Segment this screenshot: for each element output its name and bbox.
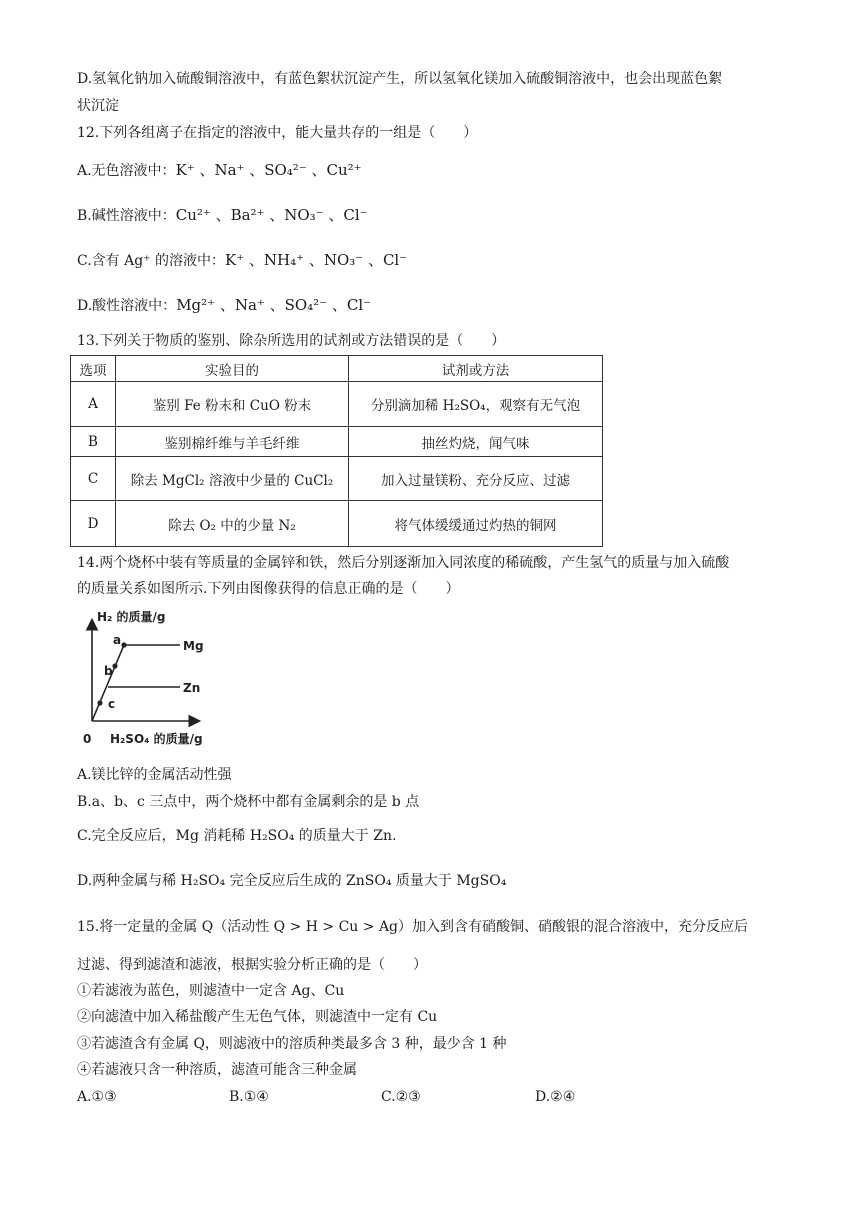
table-cell-option: A	[71, 382, 116, 427]
y-axis-label: H₂ 的质量/g	[97, 610, 166, 624]
point-b-marker	[112, 663, 117, 668]
q11-option-d-line1: D.氢氧化钠加入硫酸铜溶液中，有蓝色絮状沉淀产生，所以氢氧化镁加入硫酸铜溶液中，也会出现蓝色絮	[77, 71, 723, 87]
q15-option-b: B.①④	[229, 1089, 269, 1105]
point-a-label: a	[113, 633, 122, 647]
table-header-method: 试剂或方法	[349, 356, 603, 382]
table-cell-method: 分别滴加稀 H₂SO₄，观察有无气泡	[349, 382, 603, 427]
point-b-label: b	[104, 664, 113, 678]
q14-option-b: B.a、b、c 三点中，两个烧杯中都有金属剩余的是 b 点	[77, 794, 420, 810]
table-cell-purpose: 鉴别 Fe 粉末和 CuO 粉末	[116, 382, 349, 427]
q14-stem-line2: 的质量关系如图所示.下列由图像获得的信息正确的是（ ）	[77, 581, 460, 597]
point-c-label: c	[108, 697, 116, 711]
table-row	[71, 382, 603, 427]
q14-option-d: D.两种金属与稀 H₂SO₄ 完全反应后生成的 ZnSO₄ 质量大于 MgSO₄	[77, 873, 507, 889]
q15-statement-2: ②向滤渣中加入稀盐酸产生无色气体，则滤渣中一定有 Cu	[77, 1009, 438, 1025]
origin-label: 0	[83, 732, 92, 746]
table-header-option: 选项	[71, 356, 116, 382]
table-row	[71, 457, 603, 501]
q13-table	[70, 355, 603, 547]
q15-option-c: C.②③	[381, 1089, 421, 1105]
q14-figure	[80, 603, 240, 753]
series-zn-label: Zn	[183, 681, 201, 695]
q12-option-b-ions: Cu²⁺ 、Ba²⁺ 、NO₃⁻ 、Cl⁻	[175, 206, 368, 224]
table-cell-option: C	[71, 457, 116, 501]
table-cell-purpose: 鉴别棉纤维与羊毛纤维	[116, 427, 349, 457]
q14-option-a: A.镁比锌的金属活动性强	[77, 767, 232, 783]
q12-option-c-ions: K⁺ 、NH₄⁺ 、NO₃⁻ 、Cl⁻	[225, 251, 408, 269]
q12-option-a-ions: K⁺ 、Na⁺ 、SO₄²⁻ 、Cu²⁺	[175, 161, 362, 179]
q15-statement-1: ①若滤液为蓝色，则滤渣中一定含 Ag、Cu	[77, 983, 345, 999]
q12-option-d-prefix: D.酸性溶液中：	[77, 298, 177, 314]
q15-stem-line1: 15.将一定量的金属 Q（活动性 Q > H > Cu > Ag）加入到含有硝酸铜、硝酸银的混合溶液中，充分反应后	[77, 919, 749, 935]
q12-option-c-prefix: C.含有 Ag⁺ 的溶液中：	[77, 253, 226, 269]
q12-option-a	[77, 160, 362, 181]
table-cell-purpose: 除去 O₂ 中的少量 N₂	[116, 501, 349, 547]
x-axis-label: H₂SO₄ 的质量/g	[110, 732, 203, 746]
q12-option-a-prefix: A.无色溶液中：	[77, 163, 176, 179]
point-c-marker	[97, 700, 102, 705]
table-cell-method: 抽丝灼烧，闻气味	[349, 427, 603, 457]
table-cell-option: D	[71, 501, 116, 547]
q12-option-c	[77, 250, 407, 271]
mg-line	[92, 645, 180, 721]
q12-option-b-prefix: B.碱性溶液中：	[77, 208, 176, 224]
q12-option-d-ions: Mg²⁺ 、Na⁺ 、SO₄²⁻ 、Cl⁻	[176, 296, 372, 314]
q15-option-a: A.①③	[77, 1089, 117, 1105]
q15-option-d: D.②④	[535, 1089, 576, 1105]
q12-option-d	[77, 295, 371, 316]
table-header-row	[71, 356, 603, 382]
point-a-marker	[121, 642, 126, 647]
q13-stem: 13.下列关于物质的鉴别、除杂所选用的试剂或方法错误的是（ ）	[77, 333, 506, 349]
q11-option-d-line2: 状沉淀	[77, 98, 119, 114]
table-row	[71, 501, 603, 547]
series-mg-label: Mg	[183, 639, 204, 653]
table-cell-purpose: 除去 MgCl₂ 溶液中少量的 CuCl₂	[116, 457, 349, 501]
q14-stem-line1: 14.两个烧杯中装有等质量的金属锌和铁，然后分别逐渐加入同浓度的稀硫酸，产生氢气的质量与加入硫酸	[77, 555, 730, 571]
q12-option-b	[77, 205, 368, 226]
table-row	[71, 427, 603, 457]
table-cell-method: 加入过量镁粉、充分反应、过滤	[349, 457, 603, 501]
table-cell-method: 将气体缓缓通过灼热的铜网	[349, 501, 603, 547]
q15-statement-4: ④若滤液只含一种溶质，滤渣可能含三种金属	[77, 1062, 357, 1078]
q14-option-c: C.完全反应后，Mg 消耗稀 H₂SO₄ 的质量大于 Zn.	[77, 828, 397, 844]
q15-stem-line2: 过滤、得到滤渣和滤液，根据实验分析正确的是（ ）	[77, 957, 427, 973]
q12-stem: 12.下列各组离子在指定的溶液中，能大量共存的一组是（ ）	[77, 125, 478, 141]
table-cell-option: B	[71, 427, 116, 457]
q15-statement-3: ③若滤渣含有金属 Q，则滤液中的溶质种类最多含 3 种，最少含 1 种	[77, 1036, 507, 1052]
table-header-purpose: 实验目的	[116, 356, 349, 382]
